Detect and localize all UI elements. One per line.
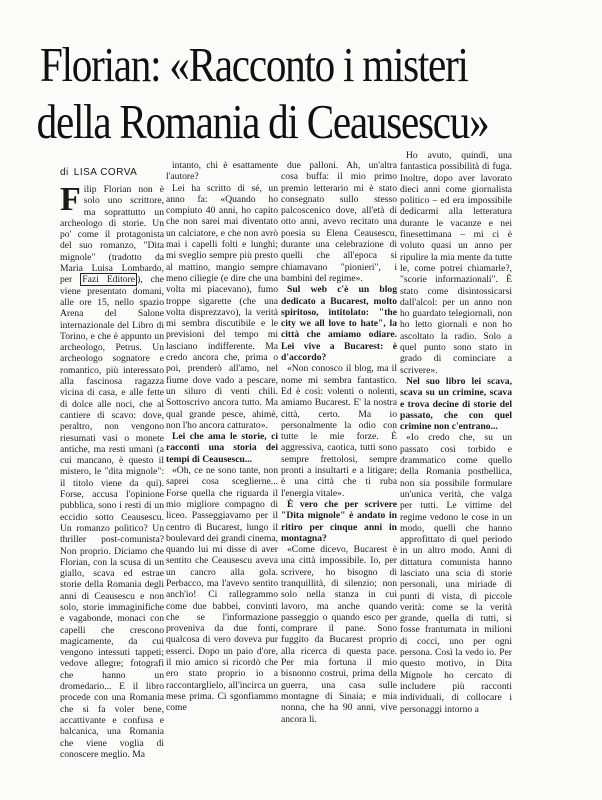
- article-column-4: [400, 150, 512, 715]
- column-2-paragraph: intanto, chi è esattamente l'autore?: [166, 160, 278, 183]
- interview-question: Lei che ama le storie, ci racconti una storia dei tempi di Ceausescu...: [166, 431, 278, 465]
- article-column-2: [166, 160, 278, 714]
- byline: [60, 167, 137, 178]
- column-3-paragraph: «Non conosco il blog, ma il nome mi sembra fantastico. Ed è così: volenti o nolenti, amiamo Bucarest. E' la nostra città, certo. Ma io personalmente la odio con tutte le mie forze. È aggressiva, caotica, tutti sono sempre frettolosi, sempre pronti a insultarti e a litigare; è una città che ti ruba l'energia vitale».: [281, 363, 397, 499]
- column-4-paragraph: «Io credo che, su un passato così torbido e drammatico come quello della Romania postbellica, non sia possibile formulare un'unica verità, che valga per tutti. Le vittime del regime vedono le cose in un modo, quelli che hanno approfittato di quel periodo in un altro modo. Anni di dittatura comunista hanno lasciato una scia di storie personali, una miriade di punti di vista, di piccole verità: come se la verità grande, quella di tutti, si fosse frantumata in milioni di cocci, uno per ogni persona. Così la vedo io. Per questo motivo, in Dita Mignole ho cercato di includere più racconti individuali, di collocare i personaggi intorno a: [400, 432, 512, 715]
- headline: [36, 36, 510, 150]
- byline-prefix: di: [60, 167, 69, 178]
- column-4-paragraph: Ho avuto, quindi, una fantastica possibilità di fuga. Inoltre, dopo aver lavorato dieci anni come giornalista politico – ed era impossibile dedicarmi alla letteratura durante le vacanze e nei finesettimana – mi ci è voluto quasi un anno per ripulire la mia mente da tutte le, come potrei chiamarle?, "scorie informazionali". È stato come disintossicarsi dall'alcol: per un anno non ho guardato telegiornali, non ho letto giornali e non ho ascoltato la radio. Solo a quel punto sono stato in grado di cominciare a scrivere».: [400, 150, 512, 376]
- publisher-name: Fazi Editore: [82, 274, 136, 286]
- article-column-1: [60, 181, 164, 760]
- interview-question: Sul web c'è un blog dedicato a Bucarest, molto spiritoso, intitolato: "the city we all love to hate", la città che amiamo odiare. Lei vive a Bucarest: è d'accordo?: [281, 284, 397, 364]
- column-1-paragraph-1: [60, 181, 164, 760]
- column-2-paragraph: Lei ha scritto di sé, un anno fa: «Quando ho compiuto 40 anni, ho capito che non sarei mai diventato un calciatore, e che non avrò mai i capelli folti e lunghi; mi sveglio sempre più presto al mattino, mangio sempre meno ciliegie (e dire che una volta mi piacevano), fumo troppe sigarette (che una volta disprezzavo), la verità mi sembra discutibile e le previsioni del tempo mi lasciano indifferente. Ma credo ancora che, prima o poi, prenderò all'amo, nel fiume dove vado a pescare, un siluro di venti chili. Sottoscrivo ancora tutto. Ma qual grande pesce, ahimè, non l'ho ancora catturato».: [166, 182, 278, 431]
- column-1-text-after: ), che viene presentato domani, alle ore 15, nello spazio Arena del Salone internazionale del Libro di Torino, e che è appunto un archeologo, Petrus. Un archeologo sognatore e romantico, più interessato alla fascinosa ragazza vicina di casa, e alle fette di dolce alle noci, che al cantiere di scavo: dove, peraltro, non vengono riesumati vasi o monete antiche, ma resti umani (a cui mancano, è questo il mistero, le "dita mignole": il titolo viene da qui). Forse, accusa l'opinione pubblica, sono i resti di un eccidio sotto Ceausescu. Un romanzo politico? Un thriller post-comunista? Non proprio. Diciamo che Florian, con la scusa di un giallo, scava ed estrae storie della Romania degli anni di Ceausescu e non solo, storie immaginifiche e vagabonde, monaci con capelli che crescono magicamente, da cui vengono intessuti tappeti; vedove allegre; fotografi che hanno un dromedario... E il libro procede con una Romania che si fa voler bene, accattivante e confusa e balcanica, una Romania che viene voglia di conoscere meglio. Ma: [60, 274, 164, 760]
- headline-line-2: della Romania di Ceausescu»: [36, 94, 489, 149]
- column-2-paragraph: «Oh, ce ne sono tante, non saprei cosa sceglierne... Forse quella che riguarda il mio migliore compagno di liceo. Passeggiavamo per il centro di Bucarest, lungo il boulevard dei grandi cinema, quando lui mi disse di aver sentito che Ceausescu aveva un cancro alla gola. Perbacco, ma l'avevo sentito anch'io! Ci rallegrammo come due babbei, convinti che se l'informazione proveniva da due fonti, qualcosa di vero doveva pur esserci. Dopo un paio d'ore, il mio amico si ricordò che ero stato proprio io a raccontarglielo, all'incirca un mese prima. Ci sgonfiammo come: [166, 465, 278, 714]
- drop-cap: F: [60, 181, 81, 218]
- byline-author: LISA CORVA: [73, 167, 138, 178]
- article-column-3: [281, 160, 397, 725]
- column-3-paragraph: due palloni. Ah, un'altra cosa buffa: il mio primo premio letterario mi è stato consegnato sullo stesso palcoscenico dove, all'età di otto anni, avevo recitato una poesia su Elena Ceausescu, durante una celebrazione di quelli che all'epoca si chiamavano "pionieri", i bambini del regime».: [281, 160, 397, 284]
- interview-question: È vero che per scrivere "Dita mignole" è andato in ritiro per cinque anni in montagna?: [281, 498, 397, 544]
- column-3-paragraph: «Come dicevo, Bucarest è una città impossibile. Io, per scrivere, ho bisogno di tranquillità, di silenzio; non solo nella stanza in cui lavoro, ma anche quando passeggio o quando esco per comprare il pane. Sono fuggito da Bucarest proprio alla ricerca di questa pace. Per mia fortuna il mio bisnonno costruì, prima della guerra, una casa sulle montagne di Sinaia; e mia nonna, che ha 90 anni, vive ancora lì.: [281, 544, 397, 725]
- headline-line-1: Florian: «Racconto i misteri: [40, 37, 468, 92]
- column-1-text-before: ilip Florian non è solo uno scrittore, ma soprattutto un archeologo di storie. Un po' come il protagonista del suo romanzo, "Dita mignole" (tradotto da Maria Luisa Lombardo, per: [60, 184, 164, 286]
- interview-question: Nel suo libro lei scava, scava su un crimine, scava e trova decine di storie del passato, che con quel crimine non c'entrano...: [400, 375, 512, 433]
